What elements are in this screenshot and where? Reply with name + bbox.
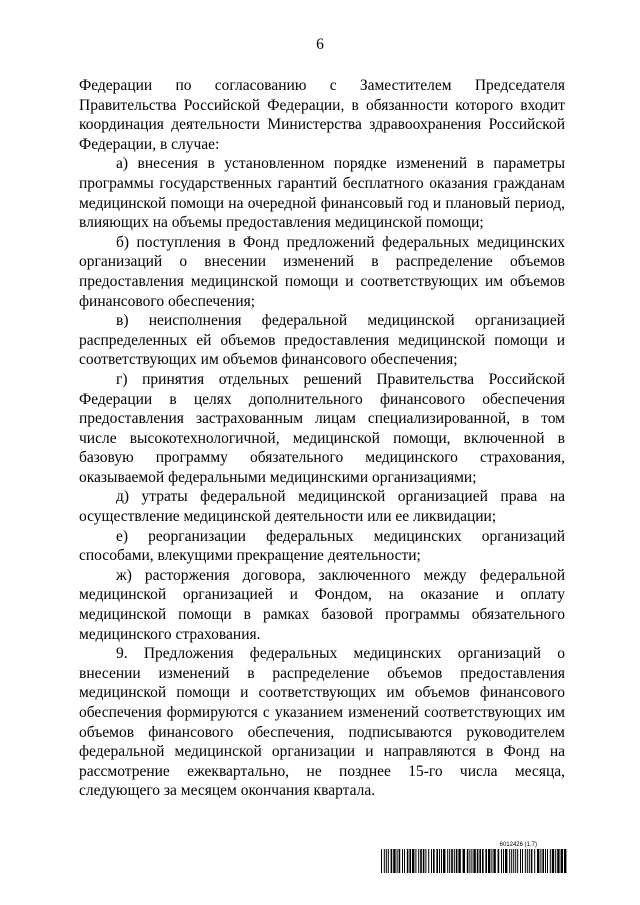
paragraph-clause-9: 9. Предложения федеральных медицинских организаций о внесении изменений в распределение объемов предоставления медицинской помощи и соответствующих им объемов финансового обеспечения формируются с указанием изменений соответствующих им объемов финансового обеспечения, подписываются руководителем федеральной медицинской организации и направляются в Фонд на рассмотрение ежеквартально, не позднее 15-го числа месяца, следующего за месяцем окончания квартала.	[79, 645, 565, 800]
paragraph-item-a: а) внесения в установленном порядке изменений в параметры программы государственных гарантий бесплатного оказания гражданам медицинской помощи на очередной финансовый год и плановый период, влияющих на объемы предоставления медицинской помощи;	[79, 155, 565, 232]
barcode-block	[381, 842, 567, 873]
paragraph-intro: Федерации по согласованию с Заместителем Председателя Правительства Российской Федерации, в обязанности которого входит координация деятельности Министерства здравоохранения Российской Федерации, в случае:	[79, 77, 565, 153]
document-body	[79, 76, 565, 801]
paragraph-item-e: е) реорганизации федеральных медицинских организаций способами, влекущими прекращение деятельности;	[79, 527, 565, 565]
paragraph-item-zh: ж) расторжения договора, заключенного между федеральной медицинской организацией и Фондом, на оказание и оплату медицинской помощи в рамках базовой программы обязательного медицинского страхования.	[79, 566, 565, 643]
paragraph-item-b: б) поступления в Фонд предложений федеральных медицинских организаций о внесении изменений в распределение объемов предоставления медицинской помощи и соответствующих им объемов финансового обеспечения;	[79, 233, 565, 310]
barcode-caption: 6012426 (1.7)	[499, 842, 537, 848]
paragraph-item-g: г) принятия отдельных решений Правительства Российской Федерации в целях дополнительного финансового обеспечения предоставления застрахованным лицам специализированной, в том числе высокотехнологичной, медицинской помощи, включенной в базовую программу обязательного медицинского страхования, оказываемой федеральными медицинскими организациями;	[79, 370, 565, 486]
paragraph-item-d: д) утраты федеральной медицинской организацией права на осуществление медицинской деятельности или ее ликвидации;	[79, 488, 565, 526]
page-number: 6	[316, 36, 324, 53]
barcode-icon	[381, 849, 567, 873]
paragraph-item-v: в) неисполнения федеральной медицинской организацией распределенных ей объемов предоставления медицинской помощи и соответствующих им объемов финансового обеспечения;	[79, 312, 565, 369]
